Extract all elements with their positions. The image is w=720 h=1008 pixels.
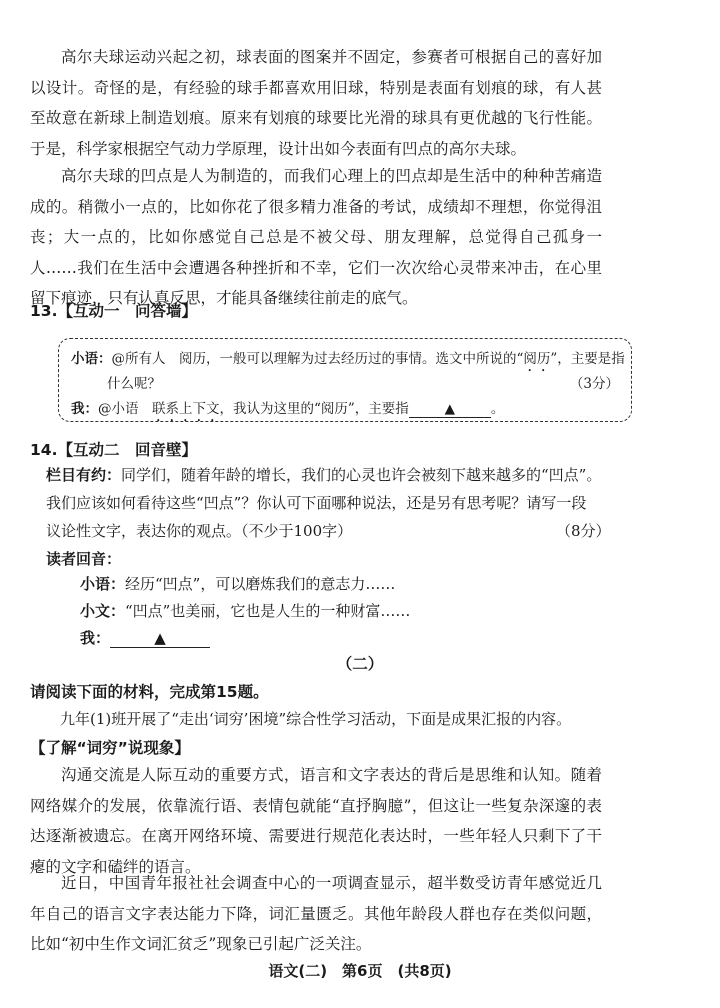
reply-text: ，我认为这里的“阅历”，主要指 — [219, 401, 409, 417]
qa-line-1 — [71, 347, 625, 375]
reader-reply-1 — [80, 573, 395, 594]
column-label: 栏目有约： — [46, 466, 122, 484]
reply-3-name: 我： — [80, 629, 111, 647]
section-2-subheading: 【了解“词穷”说现象】 — [30, 739, 190, 757]
reply-1-name: 小语： — [80, 575, 126, 593]
speaker-me: 我： — [71, 401, 98, 417]
reader-reply-2 — [80, 600, 410, 621]
qa-line-2: 什么呢？ — [107, 376, 161, 392]
speaker-xiaoyu: 小语： — [71, 351, 112, 367]
q14-line-2: 我们应该如何看待这些“凹点”？你认可下面哪种说法，还是另有思考呢？请写一段 — [46, 494, 587, 512]
question-13-heading: 13.【互动一 问答墙】 — [30, 302, 197, 320]
section-2-intro: 九年(1)班开展了“走出‘词穷’困境”综合性学习活动，下面是成果汇报的内容。 — [60, 710, 572, 728]
passage-paragraph-2: 高尔夫球的凹点是人为制造的，而我们心理上的凹点却是生活中的种种苦痛造成的。稍微小一点的，比如你花了很多精力准备的考试，成绩却不理想，你觉得沮丧；大一点的，比如你感觉自己总是不被父母、朋友理解，总觉得自己孤身一人……我们在生活中会遭遇各种挫折和不幸，它们一次次给心灵带来冲击，在心里留下痕迹，只有认真反思，才能具备继续往前走的底气。 — [30, 167, 602, 307]
section-2-title: （二） — [336, 655, 384, 673]
section-2-paragraph-1: 沟通交流是人际互动的重要方式，语言和文字表达的背后是思维和认知。随着网络媒介的发展，依靠流行语、表情包就能“直抒胸臆”，但这让一些复杂深邃的表达逐渐被遗忘。在离开网络环境、需要进行规范化表达时，一些年轻人只剩下了干瘪的文字和磕绊的语言。 — [30, 766, 602, 876]
q14-text-1: 同学们，随着年龄的增长，我们的心灵也许会被刻下越来越多的“凹点”。 — [121, 466, 602, 484]
question-14-heading: 14.【互动二 回音壁】 — [30, 441, 197, 459]
answer-blank-14[interactable]: ▲ — [110, 629, 210, 648]
section-2-paragraph-2: 近日，中国青年报社社会调查中心的一项调查显示，超半数受访青年感觉近几年自己的语言文字表达能力下降，词汇量匮乏。其他年龄段人群也存在类似问题，比如“初中生作文词汇贫乏”现象已引起广泛关注。 — [30, 874, 602, 953]
qa-question-text-end: ”，主要是指 — [550, 351, 625, 367]
reply-1-text: 经历“凹点”，可以磨炼我们的意志力…… — [125, 575, 396, 593]
answer-blank-13[interactable]: ▲ — [409, 401, 491, 418]
section-2-instruction: 请阅读下面的材料，完成第15题。 — [30, 683, 269, 701]
emphasized-term: 阅历 — [523, 351, 551, 367]
reader-reply-3 — [80, 627, 210, 648]
question-14-score: （8分） — [556, 522, 611, 540]
qa-question-text: @所有人 阅历，一般可以理解为过去经历过的事情。选文中所说的“ — [111, 351, 524, 367]
qa-wall-box — [58, 338, 632, 422]
reply-mention: @小语 — [98, 401, 152, 417]
reply-2-text: “凹点”也美丽，它也是人生的一种财富…… — [125, 602, 411, 620]
page-footer: 语文(二) 第6页 (共8页) — [268, 962, 452, 980]
passage-paragraph-1: 高尔夫球运动兴起之初，球表面的图案并不固定，参赛者可根据自己的喜好加以设计。奇怪的是，有经验的球手都喜欢用旧球，特别是表面有划痕的球，有人甚至故意在新球上制造划痕。原来有划痕的球要比光滑的球具有更优越的飞行性能。于是，科学家根据空气动力学原理，设计出如今表面有凹点的高尔夫球。 — [30, 48, 602, 158]
qa-line-3 — [71, 397, 504, 425]
reply-2-name: 小文： — [80, 602, 126, 620]
reader-echo-label: 读者回音： — [46, 550, 122, 568]
emphasized-phrase: 联系上下文 — [152, 401, 220, 417]
reply-end: 。 — [490, 401, 505, 417]
q14-line-1 — [46, 464, 601, 485]
q14-line-3: 议论性文字，表达你的观点。（不少于100字） — [46, 522, 353, 540]
question-13-score: （3分） — [569, 376, 619, 392]
